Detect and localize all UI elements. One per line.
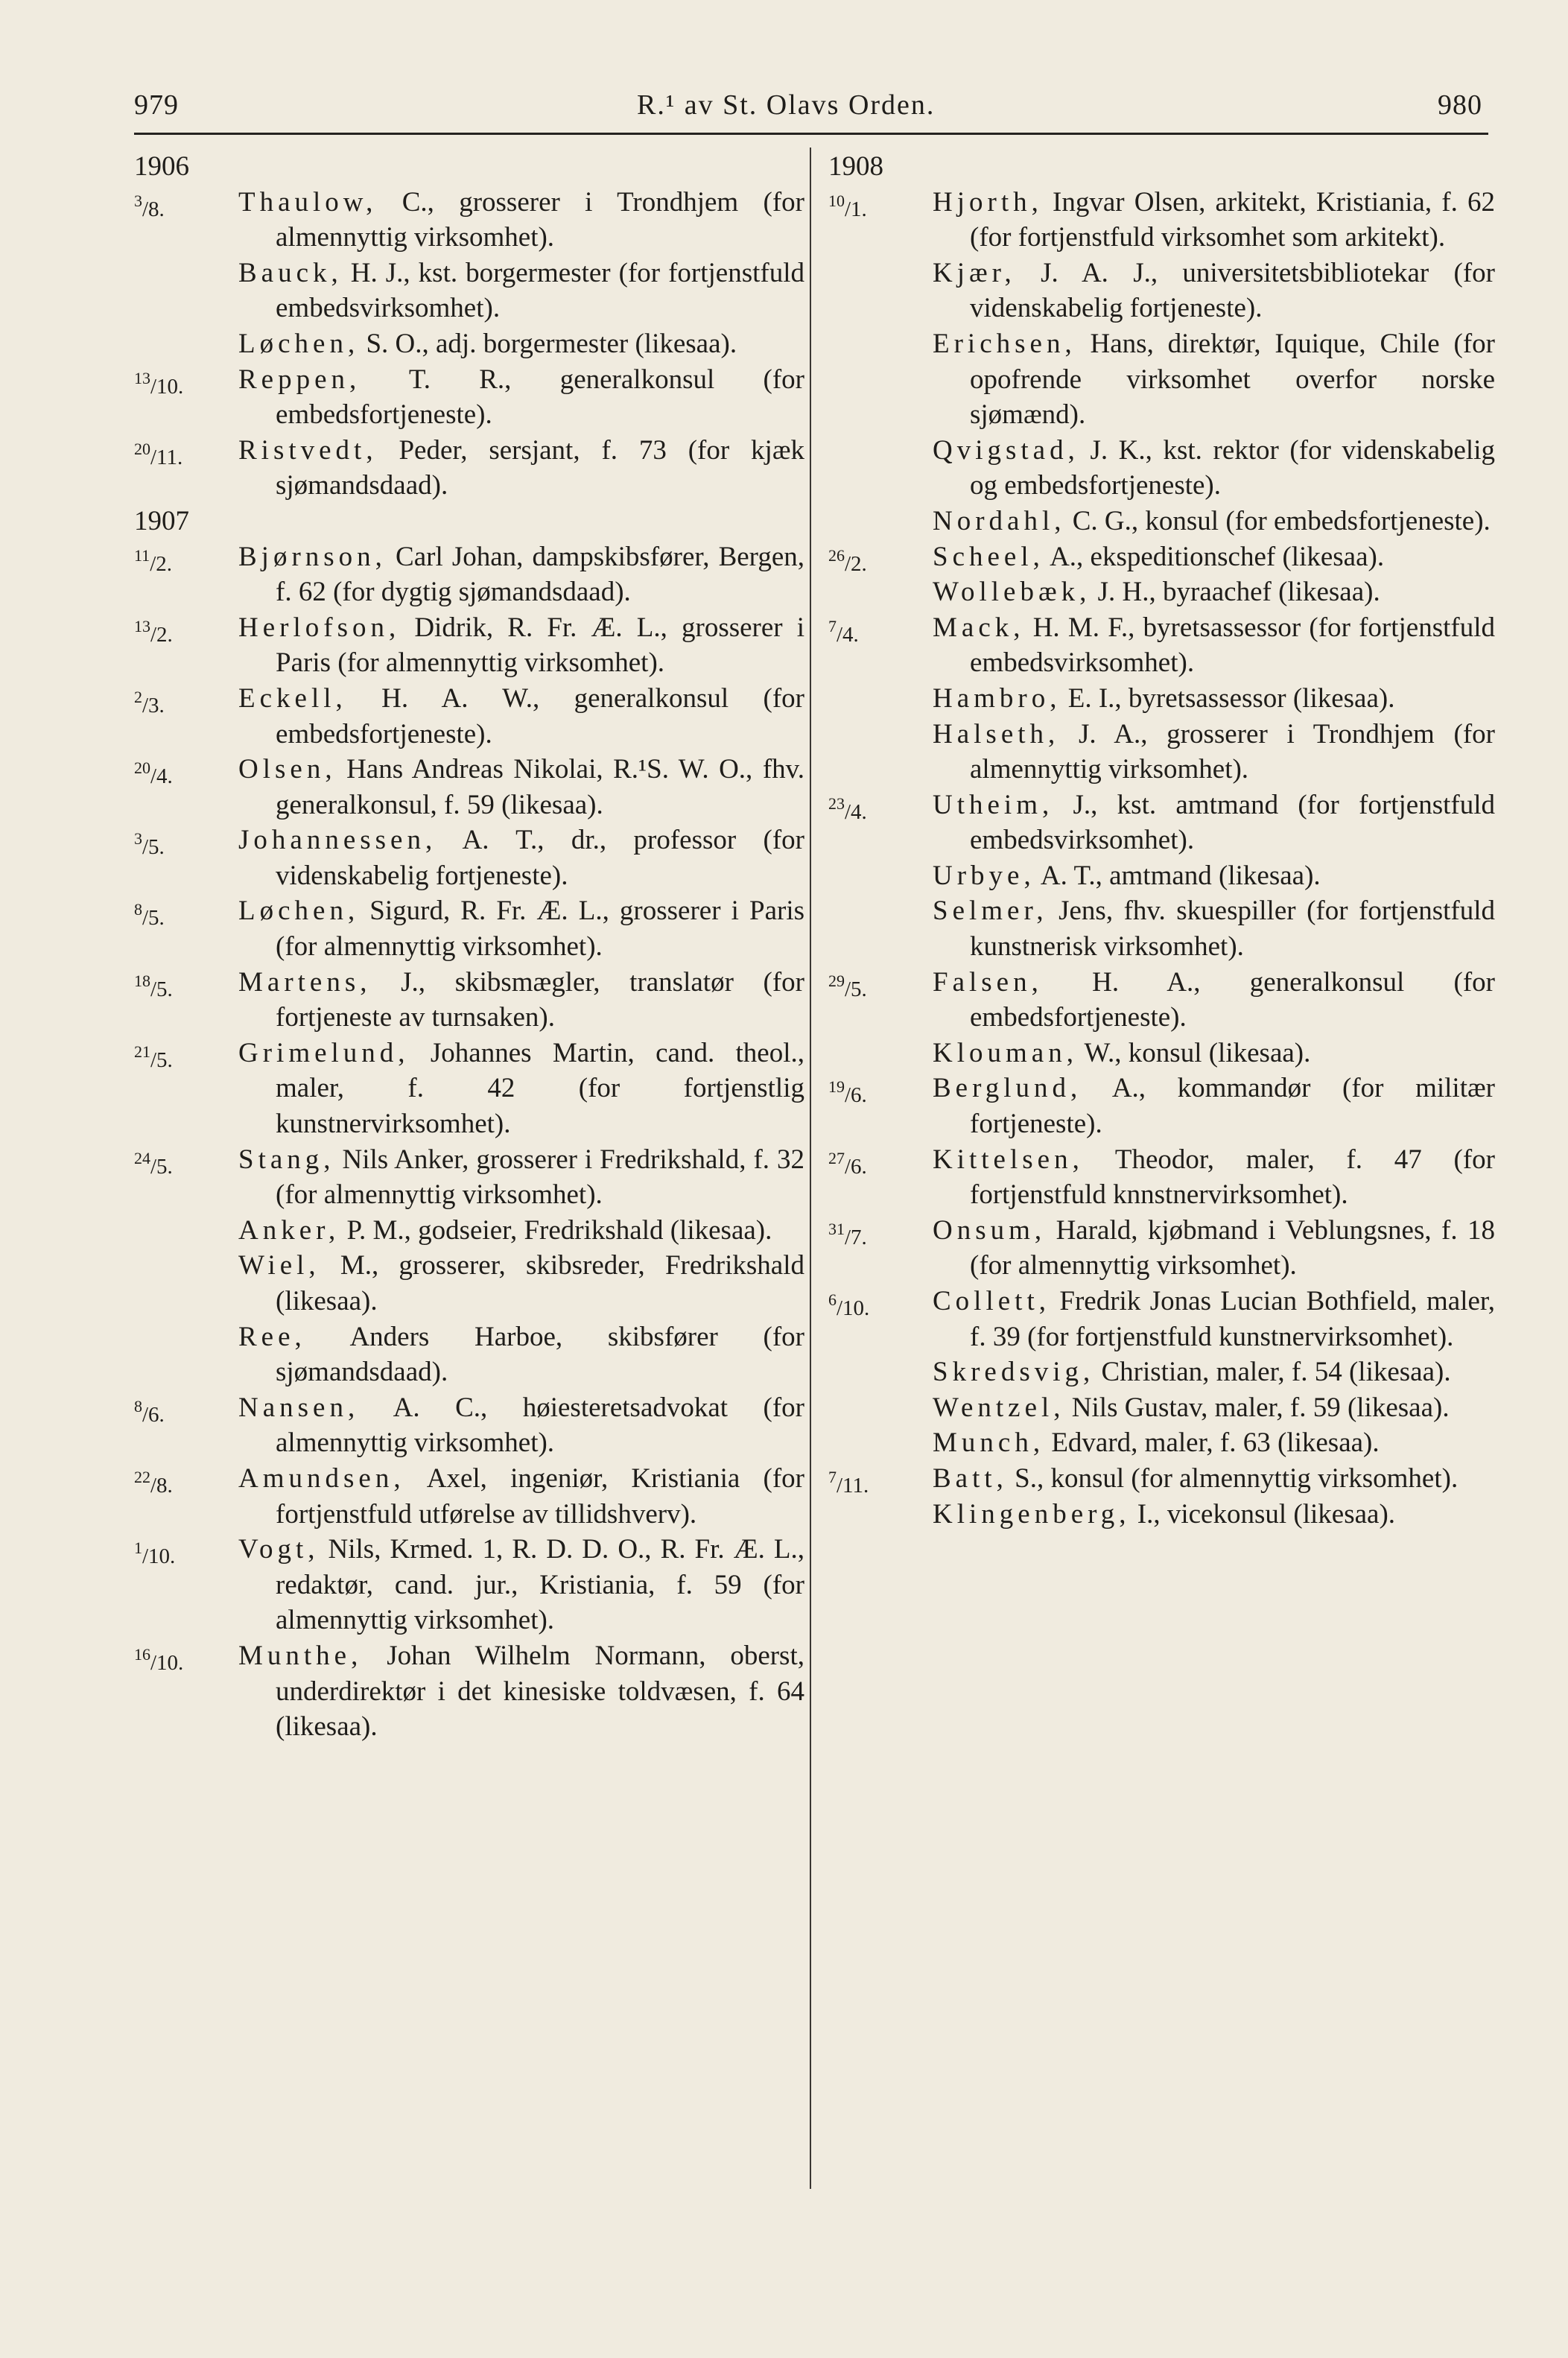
award-date: $^{18}$/5. xyxy=(134,971,173,1001)
award-entry xyxy=(828,1213,1495,1284)
recipient-name: Wiel, xyxy=(238,1250,320,1281)
recipient-details: P. M., godseier, Fredrikshald (likesaa). xyxy=(340,1214,772,1246)
award-entry xyxy=(134,1036,804,1142)
recipient xyxy=(933,1497,1495,1533)
recipient-details: Hans Andreas Nikolai, R.¹S. W. O., fhv. generalkonsul, f. 59 (likesaa). xyxy=(276,754,804,820)
recipient-details: Christian, maler, f. 54 (likesaa). xyxy=(1094,1357,1451,1388)
recipient xyxy=(238,681,804,752)
recipient-details: M., grosserer, skibsreder, Fredrikshald (likesaa). xyxy=(276,1250,804,1316)
award-text xyxy=(134,681,804,752)
recipient-name: Nordahl, xyxy=(933,505,1066,536)
recipient xyxy=(238,1213,804,1249)
recipient xyxy=(238,539,804,610)
recipient xyxy=(933,1354,1495,1390)
recipient-name: Scheel, xyxy=(933,541,1044,572)
award-entry xyxy=(828,610,1495,787)
recipient-name: Qvigstad, xyxy=(933,434,1079,466)
recipient-details: J. H., byraachef (likesaa). xyxy=(1091,577,1380,608)
recipient-name: Wentzel, xyxy=(933,1392,1065,1423)
award-text xyxy=(134,1638,804,1745)
recipient-details: Johannes Martin, cand. theol., maler, f. 42 (for fortjenstlig kunstnervirksomhet). xyxy=(276,1037,804,1140)
recipient-details: Harald, kjøbmand i Veblungsnes, f. 18 (for almennyttig virksomhet). xyxy=(970,1214,1495,1281)
recipient-name: Løchen, xyxy=(238,896,360,927)
recipient-details: Nils Gustav, maler, f. 59 (likesaa). xyxy=(1064,1392,1450,1423)
recipient-details: A. T., dr., professor (for videnskabelig fortjeneste). xyxy=(276,825,804,891)
recipient-name: Skredsvig, xyxy=(933,1357,1095,1388)
recipient-details: T. R., generalkonsul (for embedsfortjeneste). xyxy=(276,364,804,431)
award-text xyxy=(134,823,804,893)
recipient xyxy=(238,1142,804,1213)
award-entry xyxy=(828,1284,1495,1461)
recipient-name: Hambro, xyxy=(933,682,1061,714)
recipient-details: Ingvar Olsen, arkitekt, Kristiania, f. 62 (for fortjenstfuld virksomhet som arkitekt). xyxy=(970,186,1495,253)
recipient-details: S., konsul (for almennyttig virksomhet). xyxy=(1007,1462,1459,1494)
recipient xyxy=(933,681,1495,717)
recipient-name: Eckell, xyxy=(238,682,347,714)
recipient xyxy=(238,185,804,256)
recipient-name: Ristvedt, xyxy=(238,434,378,466)
recipient-name: Ree, xyxy=(238,1321,306,1352)
recipient xyxy=(238,433,804,504)
recipient-details: Carl Johan, dampskibsfører, Bergen, f. 62 (for dygtig sjømandsdaad). xyxy=(276,541,804,608)
award-date: $^8$/6. xyxy=(134,1396,165,1427)
recipient-details: A., ekspeditionschef (likesaa). xyxy=(1044,541,1385,572)
award-date: $^3$/5. xyxy=(134,829,165,860)
recipient-details: Sigurd, R. Fr. Æ. L., grosserer i Paris (for almennyttig virksomhet). xyxy=(276,896,804,963)
recipient-details: Johan Wilhelm Normann, oberst, underdirektør i det kinesiske toldvæsen, f. 64 (likesaa). xyxy=(276,1640,804,1743)
award-entry xyxy=(134,362,804,433)
award-date: $^{16}$/10. xyxy=(134,1644,184,1676)
award-text xyxy=(134,893,804,964)
award-date: $^{22}$/8. xyxy=(134,1467,173,1498)
recipient-details: Hans, direktør, Iquique, Chile (for opofrende virksomhet overfor norske sjømænd). xyxy=(970,328,1495,431)
recipient xyxy=(933,717,1495,787)
recipient xyxy=(933,574,1495,610)
recipient-details: J. K., kst. rektor (for videnskabelig og embedsfortjeneste). xyxy=(970,434,1495,501)
recipient-details: Fredrik Jonas Lucian Bothfield, maler, f. 39 (for fortjenstfuld kunstnervirksomhet). xyxy=(970,1286,1495,1352)
award-date: $^{13}$/10. xyxy=(134,368,184,399)
recipient-name: Berglund, xyxy=(933,1073,1082,1104)
award-date: $^{31}$/7. xyxy=(828,1219,867,1249)
award-entry xyxy=(134,185,804,362)
recipient-details: H. M. F., byretsassessor (for fortjenstfuld embedsvirksomhet). xyxy=(970,612,1495,679)
award-date: $^3$/8. xyxy=(134,191,165,221)
award-entry xyxy=(828,539,1495,610)
recipient xyxy=(238,1638,804,1745)
award-entry xyxy=(828,965,1495,1071)
recipient xyxy=(933,1390,1495,1426)
recipient-name: Klingenberg, xyxy=(933,1498,1131,1530)
award-date: $^6$/10. xyxy=(828,1290,870,1321)
recipient xyxy=(933,1071,1495,1141)
recipient xyxy=(933,893,1495,964)
recipient-name: Wollebæk, xyxy=(933,577,1091,608)
award-date: $^{10}$/1. xyxy=(828,191,867,221)
recipient-details: A. T., amtmand (likesaa). xyxy=(1035,860,1321,891)
recipient-details: Theodor, maler, f. 47 (for fortjenstfuld knnstnervirksomhet). xyxy=(970,1144,1495,1211)
left-column xyxy=(134,149,804,1745)
recipient-name: Bauck, xyxy=(238,257,343,288)
award-entry xyxy=(828,185,1495,539)
recipient xyxy=(933,1425,1495,1461)
header-rule xyxy=(134,133,1488,135)
recipient xyxy=(933,1284,1495,1354)
recipient-details: H. J., kst. borgermester (for fortjenstfuld embedsvirksomhet). xyxy=(276,257,804,324)
recipient-name: Thaulow, xyxy=(238,186,378,218)
recipient xyxy=(238,1248,804,1319)
recipient-details: J., skibsmægler, translatør (for fortjeneste av turnsaken). xyxy=(276,966,804,1033)
recipient xyxy=(933,1461,1495,1497)
recipient xyxy=(238,1532,804,1638)
recipient-details: Jens, fhv. skuespiller (for fortjenstfuld kunstnerisk virksomhet). xyxy=(970,896,1495,963)
recipient-name: Olsen, xyxy=(238,754,337,785)
recipient-details: C., grosserer i Trondhjem (for almennyttig virksomhet). xyxy=(276,186,804,253)
recipient-name: Grimelund, xyxy=(238,1037,410,1068)
award-entry xyxy=(134,610,804,681)
recipient xyxy=(933,256,1495,326)
award-text xyxy=(134,965,804,1036)
recipient-name: Johannessen, xyxy=(238,825,437,856)
recipient-name: Falsen, xyxy=(933,966,1043,998)
recipient-details: Anders Harboe, skibsfører (for sjømandsdaad). xyxy=(276,1321,804,1388)
recipient-details: Peder, sersjant, f. 73 (for kjæk sjømandsdaad). xyxy=(276,434,804,501)
award-date: $^8$/5. xyxy=(134,900,165,931)
award-entry xyxy=(134,681,804,752)
recipient-name: Onsum, xyxy=(933,1214,1047,1246)
award-date: $^1$/10. xyxy=(134,1538,176,1569)
award-text xyxy=(134,1390,804,1461)
award-date: $^{13}$/2. xyxy=(134,616,173,647)
award-text xyxy=(134,1142,804,1390)
award-text xyxy=(134,1461,804,1532)
award-entry xyxy=(134,752,804,823)
running-title: R.¹ av St. Olavs Orden. xyxy=(637,89,936,121)
recipient-details: Didrik, R. Fr. Æ. L., grosserer i Paris (for almennyttig virksomhet). xyxy=(276,612,804,679)
right-column xyxy=(828,149,1495,1532)
recipient-details: Axel, ingeniør, Kristiania (for fortjenstfuld utførelse av tillidshverv). xyxy=(276,1462,804,1530)
award-date: $^7$/4. xyxy=(828,616,859,647)
award-date: $^2$/3. xyxy=(134,687,165,718)
year-heading: 1908 xyxy=(828,151,883,182)
recipient-details: E. I., byretsassessor (likesaa). xyxy=(1061,682,1395,714)
recipient-details: C. G., konsul (for embedsfortjeneste). xyxy=(1065,505,1491,536)
recipient-name: Vogt, xyxy=(238,1534,320,1565)
recipient-details: A. C., høiesteretsadvokat (for almennyttig virksomhet). xyxy=(276,1392,804,1459)
award-entry xyxy=(134,965,804,1036)
recipient-name: Utheim, xyxy=(933,789,1054,820)
award-text xyxy=(828,1284,1495,1461)
recipient-name: Mack, xyxy=(933,612,1025,643)
award-date: $^{29}$/5. xyxy=(828,971,867,1001)
award-text xyxy=(828,539,1495,610)
recipient-name: Hjorth, xyxy=(933,186,1043,218)
recipient xyxy=(933,1036,1495,1071)
award-text xyxy=(134,185,804,362)
recipient-name: Herlofson, xyxy=(238,612,401,643)
award-text xyxy=(134,752,804,823)
recipient-details: S. O., adj. borgermester (likesaa). xyxy=(359,328,737,359)
recipient xyxy=(238,823,804,893)
recipient-name: Martens, xyxy=(238,966,372,998)
award-text xyxy=(134,433,804,504)
award-entry xyxy=(134,539,804,610)
award-date: $^{27}$/6. xyxy=(828,1148,867,1179)
recipient xyxy=(238,326,804,362)
recipient xyxy=(238,1036,804,1142)
recipient xyxy=(238,1319,804,1390)
recipient-details: Nils Anker, grosserer i Fredrikshald, f. 32 (for almennyttig virksomhet). xyxy=(276,1144,804,1211)
award-entry xyxy=(134,1142,804,1390)
award-entry xyxy=(828,1071,1495,1141)
recipient xyxy=(933,326,1495,433)
award-text xyxy=(828,610,1495,787)
recipient-name: Nansen, xyxy=(238,1392,360,1423)
recipient xyxy=(933,610,1495,681)
recipient xyxy=(933,787,1495,858)
recipient xyxy=(933,504,1495,539)
recipient-details: J. A., grosserer i Trondhjem (for almennyttig virksomhet). xyxy=(970,718,1495,785)
recipient-details: H. A. W., generalkonsul (for embedsfortjeneste). xyxy=(276,682,804,749)
recipient-name: Munch, xyxy=(933,1427,1045,1459)
recipient-name: Urbye, xyxy=(933,860,1035,891)
recipient-name: Batt, xyxy=(933,1462,1008,1494)
recipient xyxy=(238,1461,804,1532)
recipient xyxy=(238,752,804,823)
recipient-name: Reppen, xyxy=(238,364,361,395)
recipient-name: Klouman, xyxy=(933,1037,1078,1068)
recipient xyxy=(933,965,1495,1036)
award-date: $^{20}$/4. xyxy=(134,758,173,789)
recipient-details: I., vicekonsul (likesaa). xyxy=(1130,1498,1396,1530)
award-date: $^{20}$/11. xyxy=(134,439,183,469)
award-text xyxy=(134,362,804,433)
recipient xyxy=(238,256,804,326)
recipient xyxy=(933,433,1495,504)
award-text xyxy=(134,1036,804,1142)
award-entry xyxy=(134,1390,804,1461)
recipient-details: A., kommandør (for militær fortjeneste). xyxy=(970,1073,1495,1140)
award-text xyxy=(828,1071,1495,1141)
recipient-details: J. A. J., universitetsbibliotekar (for videnskabelig fortjeneste). xyxy=(970,257,1495,324)
page-number-right: 980 xyxy=(1438,89,1482,121)
award-date: $^{21}$/5. xyxy=(134,1042,173,1073)
recipient-name: Munthe, xyxy=(238,1640,363,1671)
recipient-name: Kittelsen, xyxy=(933,1144,1084,1175)
award-entry xyxy=(134,1461,804,1532)
recipient-name: Erichsen, xyxy=(933,328,1076,359)
page-number-left: 979 xyxy=(134,89,179,121)
recipient xyxy=(933,1142,1495,1213)
recipient xyxy=(238,1390,804,1461)
award-text xyxy=(828,185,1495,539)
year-heading: 1907 xyxy=(134,505,189,536)
year-heading: 1906 xyxy=(134,151,189,182)
recipient xyxy=(933,539,1495,575)
award-date: $^{23}$/4. xyxy=(828,793,867,824)
award-text xyxy=(828,1142,1495,1213)
recipient xyxy=(933,185,1495,256)
recipient-details: W., konsul (likesaa). xyxy=(1077,1037,1311,1068)
recipient-name: Stang, xyxy=(238,1144,335,1175)
award-text xyxy=(134,610,804,681)
recipient-details: Edvard, maler, f. 63 (likesaa). xyxy=(1044,1427,1380,1459)
award-entry xyxy=(134,1638,804,1745)
column-divider xyxy=(810,148,811,2189)
award-date: $^{19}$/6. xyxy=(828,1077,867,1108)
award-entry xyxy=(134,433,804,504)
award-text xyxy=(828,1461,1495,1532)
award-entry xyxy=(828,1142,1495,1213)
recipient-name: Selmer, xyxy=(933,896,1048,927)
award-entry xyxy=(134,823,804,893)
award-entry xyxy=(134,1532,804,1638)
recipient-name: Collett, xyxy=(933,1286,1050,1316)
award-date: $^{11}$/2. xyxy=(134,545,172,576)
award-text xyxy=(828,1213,1495,1284)
recipient xyxy=(238,610,804,681)
recipient-name: Halseth, xyxy=(933,718,1060,749)
award-text xyxy=(828,787,1495,965)
recipient-name: Amundsen, xyxy=(238,1462,405,1494)
award-text xyxy=(134,1532,804,1638)
award-entry xyxy=(828,787,1495,965)
award-date: $^7$/11. xyxy=(828,1467,869,1498)
recipient-details: Nils, Krmed. 1, R. D. D. O., R. Fr. Æ. L., redaktør, cand. jur., Kristiania, f. 59 (for almennyttig virksomhet). xyxy=(276,1534,804,1636)
recipient-name: Bjørnson, xyxy=(238,541,387,572)
recipient-details: J., kst. amtmand (for fortjenstfuld embedsvirksomhet). xyxy=(970,789,1495,856)
recipient-name: Løchen, xyxy=(238,328,360,359)
recipient xyxy=(933,1213,1495,1284)
recipient xyxy=(238,362,804,433)
recipient xyxy=(933,858,1495,894)
recipient-name: Anker, xyxy=(238,1214,340,1246)
award-text xyxy=(134,539,804,610)
award-entry xyxy=(134,893,804,964)
award-date: $^{26}$/2. xyxy=(828,545,867,576)
award-entry xyxy=(828,1461,1495,1532)
award-text xyxy=(828,965,1495,1071)
award-date: $^{24}$/5. xyxy=(134,1148,173,1179)
recipient-details: H. A., generalkonsul (for embedsfortjeneste). xyxy=(970,966,1495,1033)
recipient xyxy=(238,965,804,1036)
recipient xyxy=(238,893,804,964)
recipient-name: Kjær, xyxy=(933,257,1016,288)
